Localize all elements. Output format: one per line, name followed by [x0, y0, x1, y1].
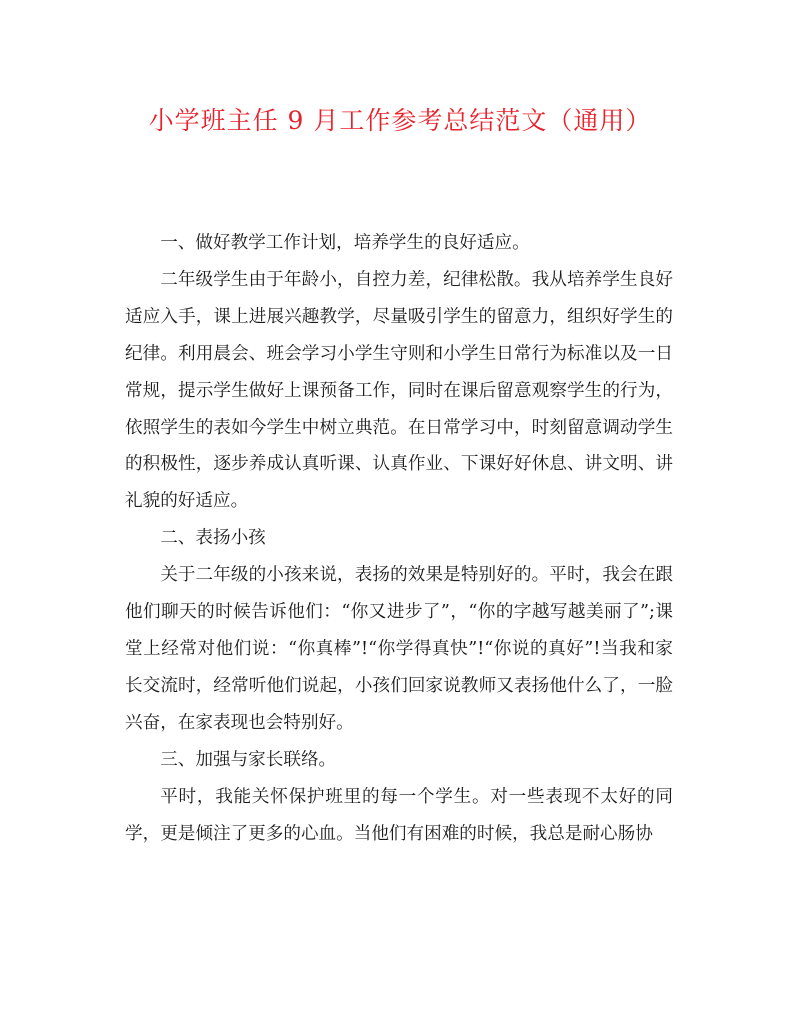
section-heading-2: 二、表扬小孩 — [160, 528, 266, 549]
document-body — [125, 225, 673, 852]
paragraph-2: 关于二年级的小孩来说，表扬的效果是特别好的。平时，我会在跟他们聊天的时候告诉他们：“你又进步了”，“你的字越写越美丽了”;课堂上经常对他们说：“你真棒”!“你学得真快”!“你说的真好”!当我和家长交流时，经常听他们说起，小孩们回家说教师又表扬他什么了，一脸兴奋，在家表现也会特别好。 — [125, 565, 673, 733]
section-heading-3: 三、加强与家长联络。 — [160, 749, 337, 770]
document-title: 小学班主任 9 月工作参考总结范文（通用） — [148, 106, 652, 135]
paragraph-1: 二年级学生由于年龄小，自控力差，纪律松散。我从培养学生良好适应入手，课上进展兴趣教学，尽量吸引学生的留意力，组织好学生的纪律。利用晨会、班会学习小学生守则和小学生日常行为标准以及一日常规，提示学生做好上课预备工作，同时在课后留意观察学生的行为，依照学生的表如今学生中树立典范。在日常学习中，时刻留意调动学生的积极性，逐步养成认真听课、认真作业、下课好好休息、讲文明、讲礼貌的好适应。 — [125, 269, 673, 512]
section-heading-1: 一、做好教学工作计划，培养学生的良好适应。 — [160, 233, 530, 253]
paragraph-3: 平时，我能关怀保护班里的每一个学生。对一些表现不太好的同学，更是倾注了更多的心血。当他们有困难的时候，我总是耐心肠协 — [125, 786, 673, 844]
